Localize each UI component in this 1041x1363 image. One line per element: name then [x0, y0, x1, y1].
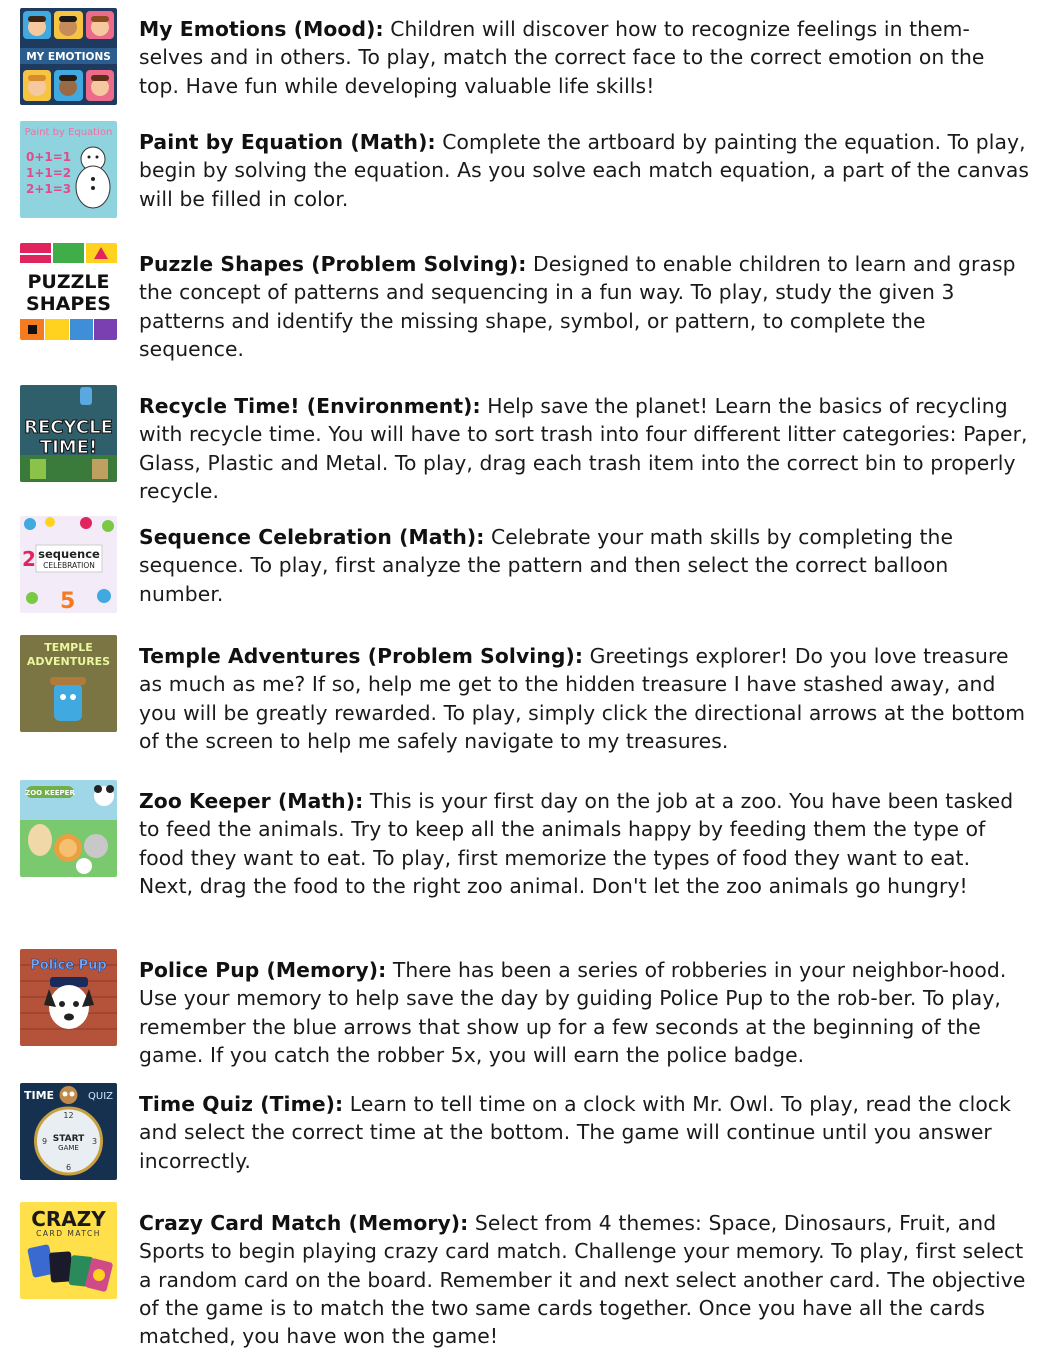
puzzle-shapes-description — [139, 250, 1030, 363]
my-emotions-description — [139, 15, 1030, 100]
crazy-card-match-thumbnail[interactable] — [20, 1202, 117, 1299]
recycle-time-description — [139, 392, 1030, 505]
my-emotions-title: My Emotions (Mood): — [139, 17, 384, 41]
equation-line-1: 0+1=1 — [26, 150, 72, 164]
time-quiz-center-2: GAME — [58, 1144, 79, 1152]
puzzle-shapes-line-2: SHAPES — [26, 293, 111, 315]
sequence-celebration-description — [139, 523, 1030, 608]
police-pup-text: There has been a series of robberies in your neighbor-hood. Use your memory to help save the day by guiding Police Pup to the rob-ber. To play, remember the blue arrows that show up for a few seconds at the beginning of the game. If you catch the robber 5x, you will earn the police badge. — [139, 958, 1007, 1067]
sequence-celebration-thumbnail[interactable] — [20, 516, 117, 613]
puzzle-shapes-thumbnail[interactable] — [20, 243, 117, 340]
crazy-card-match-line-2: CARD MATCH — [36, 1229, 101, 1238]
paint-by-equation-thumbnail[interactable] — [20, 121, 117, 218]
sequence-celebration-line-2: CELEBRATION — [43, 561, 95, 570]
puzzle-shapes-text: Designed to enable children to learn and grasp the concept of patterns and sequencing in a fun way. To play, study the given 3 patterns and identify the missing shape, symbol, or pattern, to complete the sequence. — [139, 252, 1016, 361]
paint-by-equation-description — [139, 128, 1030, 213]
zoo-animals-icon — [20, 780, 117, 877]
crazy-card-match-title: Crazy Card Match (Memory): — [139, 1211, 469, 1235]
zoo-keeper-thumbnail[interactable] — [20, 780, 117, 877]
my-emotions-text: Children will discover how to recognize feelings in them-selves and in others. To play, match the correct face to the correct emotion on the top. Have fun while developing valuable life skills! — [139, 17, 985, 98]
svg-text:3: 3 — [92, 1137, 98, 1146]
puzzle-shapes-icon — [20, 243, 117, 340]
svg-text:2: 2 — [22, 547, 36, 571]
equation-line-2: 1+1=2 — [26, 166, 72, 180]
explorer-icon — [20, 635, 117, 732]
temple-adventures-description — [139, 642, 1030, 755]
police-pup-thumbnail-label: Police Pup — [30, 958, 107, 973]
police-pup-title: Police Pup (Memory): — [139, 958, 387, 982]
crazy-card-match-line-1: CRAZY — [31, 1207, 106, 1231]
time-quiz-description — [139, 1090, 1030, 1175]
police-pup-description — [139, 956, 1030, 1069]
zoo-keeper-title: Zoo Keeper (Math): — [139, 789, 364, 813]
time-quiz-text: Learn to tell time on a clock with Mr. Owl. To play, read the clock and select the correct time at the bottom. The game will continue until you answer incorrectly. — [139, 1092, 1011, 1173]
temple-adventures-line-2: ADVENTURES — [26, 655, 111, 668]
puzzle-shapes-line-1: PUZZLE — [27, 271, 110, 293]
sequence-celebration-text: Celebrate your math skills by completing the sequence. To play, first analyze the pattern and then select the correct balloon number. — [139, 525, 954, 606]
equation-line-3: 2+1=3 — [26, 182, 72, 196]
sequence-celebration-title: Sequence Celebration (Math): — [139, 525, 485, 549]
temple-adventures-line-1: TEMPLE — [44, 641, 93, 654]
police-pup-thumbnail[interactable] — [20, 949, 117, 1046]
time-quiz-title: Time Quiz (Time): — [139, 1092, 344, 1116]
time-quiz-thumbnail[interactable] — [20, 1083, 117, 1180]
zoo-keeper-description — [139, 787, 1030, 900]
police-dog-icon — [20, 949, 117, 1046]
time-quiz-center-1: START — [52, 1134, 85, 1144]
time-quiz-word-2: QUIZ — [88, 1091, 113, 1102]
sequence-celebration-line-1: sequence — [38, 547, 100, 561]
svg-text:9: 9 — [42, 1137, 48, 1146]
balloon-numbers-icon — [20, 516, 117, 613]
crazy-card-match-description — [139, 1209, 1030, 1350]
emotion-faces-icon — [20, 8, 117, 105]
my-emotions-thumbnail[interactable] — [20, 8, 117, 105]
paint-by-equation-text: Complete the artboard by painting the equation. To play, begin by solving the equation. As you solve each match equation, a part of the canvas will be filled in color. — [139, 130, 1030, 211]
svg-text:6: 6 — [66, 1163, 72, 1172]
card-match-icon — [20, 1202, 117, 1299]
temple-adventures-thumbnail[interactable] — [20, 635, 117, 732]
recycle-time-line-1: RECYCLE — [24, 417, 113, 438]
temple-adventures-title: Temple Adventures (Problem Solving): — [139, 644, 584, 668]
recycle-time-title: Recycle Time! (Environment): — [139, 394, 481, 418]
temple-adventures-text: Greetings explorer! Do you love treasure as much as me? If so, help me get to the hidden treasure I have stashed away, and you will be greatly rewarded. To play, simply click the directional arrows at the bottom of the screen to help me safely navigate to my treasures. — [139, 644, 1026, 753]
crazy-card-match-text: Select from 4 themes: Space, Dinosaurs, Fruit, and Sports to begin playing crazy card match. Challenge your memory. To play, first select a random card on the board. Remember it and next select another card. The objective of the game is to match the two same cards together. Once you have all the cards matched, you have won the game! — [139, 1211, 1026, 1349]
snowman-paint-icon — [20, 121, 117, 218]
zoo-keeper-thumbnail-label: ZOO KEEPER — [25, 789, 75, 797]
paint-by-equation-title: Paint by Equation (Math): — [139, 130, 436, 154]
time-quiz-word-1: TIME — [24, 1089, 55, 1102]
recycle-time-thumbnail[interactable] — [20, 385, 117, 482]
recycle-time-line-2: TIME! — [39, 437, 98, 458]
zoo-keeper-text: This is your first day on the job at a zoo. You have been tasked to feed the animals. Try to keep all the animals happy by feeding them the type of food they want to eat. To play, first memorize the types of food they want to eat. Next, drag the food to the right zoo animal. Don't let the zoo animals go hungry! — [139, 789, 1014, 898]
svg-text:12: 12 — [63, 1111, 74, 1120]
recycle-bin-icon — [20, 385, 117, 482]
my-emotions-thumbnail-label: MY EMOTIONS — [26, 51, 111, 63]
owl-clock-icon — [20, 1083, 117, 1180]
recycle-time-text: Help save the planet! Learn the basics of recycling with recycle time. You will have to sort trash into four different litter categories: Paper, Glass, Plastic and Metal. To play, drag each trash item into the correct bin to properly recycle. — [139, 394, 1028, 503]
paint-by-equation-thumbnail-title: Paint by Equation — [24, 127, 113, 138]
svg-text:5: 5 — [60, 589, 76, 613]
puzzle-shapes-title: Puzzle Shapes (Problem Solving): — [139, 252, 527, 276]
